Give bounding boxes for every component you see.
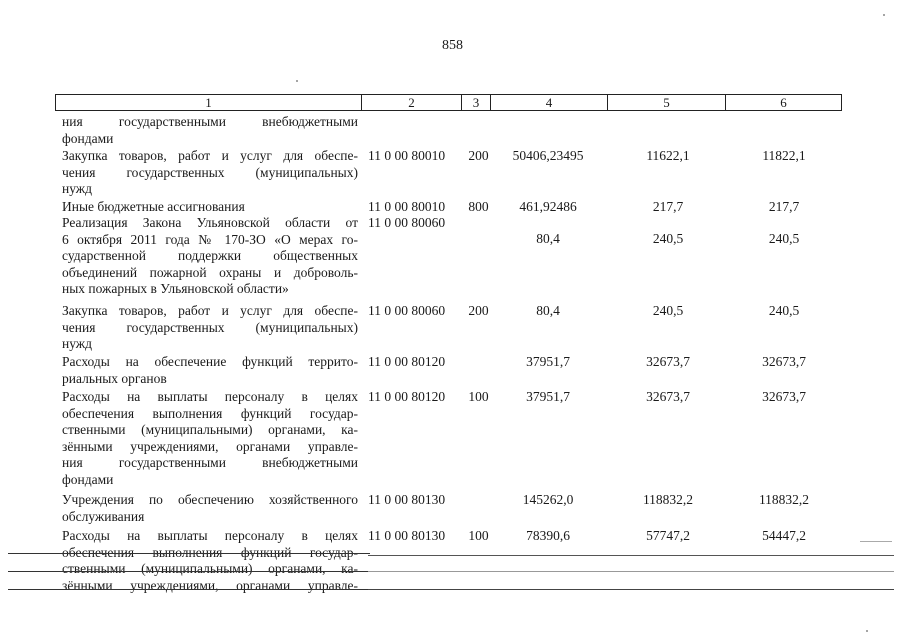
row-code: 11 0 00 80130 (368, 492, 446, 507)
row-type: 100 (468, 528, 489, 543)
row-value-col6: 32673,7 (762, 389, 806, 404)
row-value-col4: 461,92486 (519, 199, 577, 214)
header-col-5: 5 (608, 95, 726, 110)
row-description: Иные бюджетные ассигнования (62, 199, 245, 214)
row-value-col6: 32673,7 (762, 354, 806, 369)
row-type: 800 (468, 199, 489, 214)
scan-line (368, 589, 894, 590)
row-value-col5: 11622,1 (646, 148, 690, 163)
row-value-col4: 145262,0 (522, 492, 574, 507)
row-value-col6: 118832,2 (758, 492, 810, 507)
row-value-col6: 217,7 (768, 199, 800, 214)
row-code: 11 0 00 80060 (368, 303, 446, 318)
scan-line (860, 541, 892, 542)
row-value-col5: 32673,7 (646, 354, 690, 369)
header-col-4: 4 (491, 95, 608, 110)
row-description: Учреждения по обеспечению хозяйственного обслуживания (62, 492, 358, 524)
row-type: 100 (468, 389, 489, 404)
header-col-6: 6 (780, 95, 787, 110)
row-code: 11 0 00 80120 (368, 354, 446, 369)
row-code: 11 0 00 80130 (368, 528, 446, 543)
row-value-col4: 37951,7 (526, 354, 570, 369)
scan-line (368, 571, 894, 572)
row-value-col5: 217,7 (652, 199, 684, 214)
page-number: 858 (442, 38, 463, 53)
row-code: 11 0 00 80060 (368, 215, 446, 230)
header-col-2: 2 (362, 95, 462, 110)
row-description: Закупка товаров, работ и услуг для обеспе- чения государственных (муниципальных) нужд (62, 303, 358, 351)
row-description: Расходы на обеспечение функций террито- риальных органов (62, 354, 358, 386)
scan-strike-line (8, 553, 370, 554)
row-value-col5: 118832,2 (642, 492, 694, 507)
header-col-3: 3 (462, 95, 491, 110)
scan-speck (883, 14, 885, 16)
row-value-col4: 78390,6 (526, 528, 570, 543)
row-value-col6: 11822,1 (762, 148, 806, 163)
row-value-col6: 240,5 (768, 303, 800, 318)
scan-speck (296, 80, 298, 82)
row-description: ния государственными внебюджетными фондами (62, 114, 358, 146)
row-description: Расходы на выплаты персоналу в целях обеспечения выполнения функций государ- ственными (муниципальными) органами, ка- зёнными учреждениями, органами управле- ния государственными внебюджетными фондами (62, 389, 358, 487)
row-code: 11 0 00 80120 (368, 389, 446, 404)
header-col-1: 1 (56, 95, 362, 110)
row-value-col5: 240,5 (652, 231, 684, 246)
row-description: Реализация Закона Ульяновской области от 6 октября 2011 года № 170-ЗО «О мерах го- сударственной поддержки общественных объединений пожарной охраны и доброволь- ных пожарных в Ульяновской области» (62, 215, 358, 296)
row-type: 200 (468, 148, 489, 163)
scan-strike-line (8, 571, 370, 572)
row-code: 11 0 00 80010 (368, 199, 446, 214)
table-header (55, 94, 842, 111)
row-value-col4: 50406,23495 (512, 148, 584, 163)
row-description: Расходы на выплаты персоналу в целях обеспечения выполнения функций государ- ственными (муниципальными) органами, ка- зёнными учреждениями, органами управле- (62, 528, 358, 593)
row-value-col6: 240,5 (768, 231, 800, 246)
scan-strike-line (8, 589, 370, 590)
row-value-col5: 240,5 (652, 303, 684, 318)
row-value-col5: 32673,7 (646, 389, 690, 404)
row-description: Закупка товаров, работ и услуг для обеспе- чения государственных (муниципальных) нужд (62, 148, 358, 196)
row-value-col5: 57747,2 (646, 528, 690, 543)
row-value-col4: 37951,7 (526, 389, 570, 404)
row-type: 200 (468, 303, 489, 318)
scan-line (368, 555, 894, 556)
scan-speck (866, 630, 868, 632)
row-value-col4: 80,4 (536, 231, 560, 246)
row-value-col6: 54447,2 (762, 528, 806, 543)
row-value-col4: 80,4 (536, 303, 560, 318)
row-code: 11 0 00 80010 (368, 148, 446, 163)
